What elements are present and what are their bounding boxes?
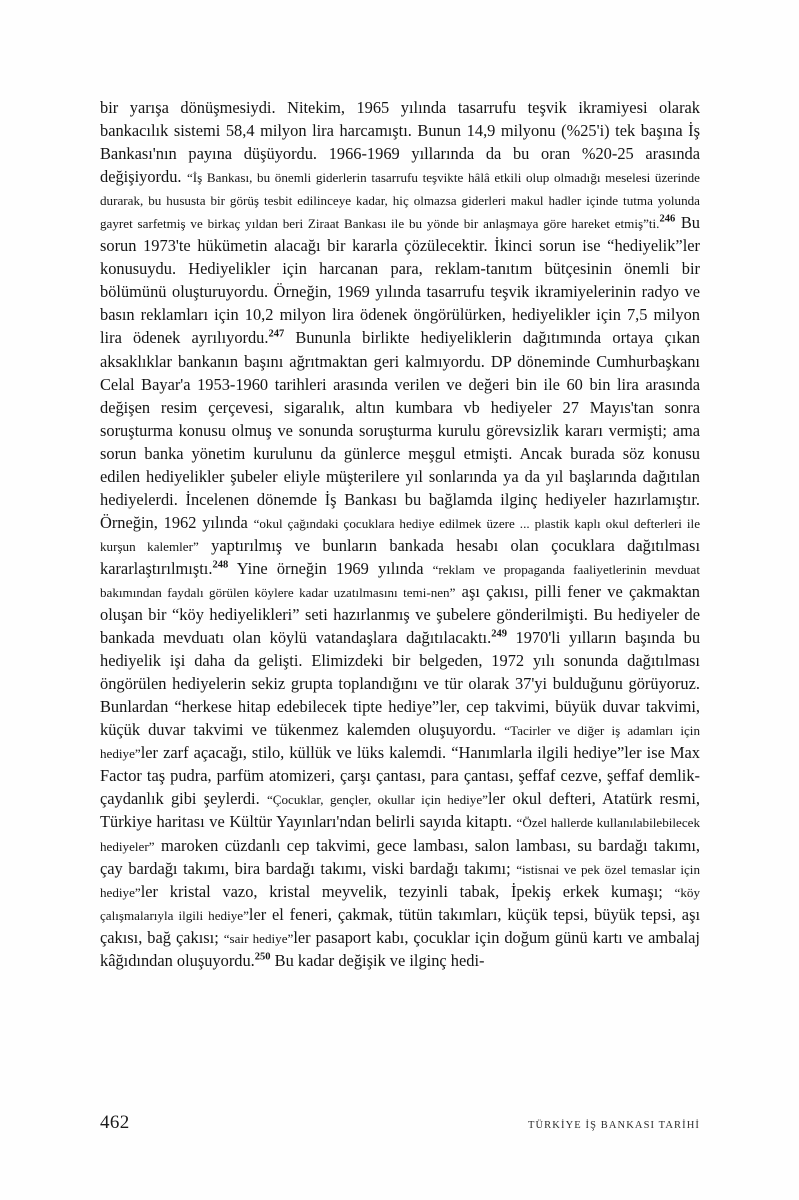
- inline-quotation: “okul çağındaki çocuklara hediye edilmek üzere ... plastik kaplı okul defterleri ile kurşun kalemler”: [100, 515, 701, 554]
- inline-quotation: “köy çalışmalarıyla ilgili hediye”: [100, 884, 700, 923]
- text-segment: yaptırılmış ve bunların bankada hesabı olan çocuklara dağıtılması kararlaştırılmıştı.: [100, 535, 700, 578]
- running-head: TÜRKİYE İŞ BANKASI TARİHİ: [527, 1120, 700, 1131]
- text-segment: Bununla birlikte hediyeliklerin dağıtımında ortaya çıkan aksaklıklar bankanın başını ağrıtmaktan geri kalmıyordu. DP döneminde Cumhurbaşkanı Celal Bayar'a 1953-1960 tarihleri arasında verilen ve değeri bin ile 60 bin lira arasında değişen resim çerçevesi, sigaralık, altın kumbara vb hediyeler 27 Mayıs'tan sonra soruşturma konusu olmuş ve sonunda soruşturma kurulu görevsizlik kararı vermişti; ama sorun banka yönetim kurulunu da günlerce meşgul etmişti. Ancak burada söz konusu edilen hediyelikler şubeler eliyle müşterilere yıl sonlarında ya da yıl başlarında dağıtılan hediyelerdi. İncelenen dönemde İş Bankası bu bağlamda ilginç hediyeler hazırlamıştır. Örneğin, 1962 yılında: [100, 328, 701, 532]
- text-segment: bir yarışa dönüşmesiydi. Nitekim, 1965 yılında tasarrufu teşvik ikramiyesi olarak bankacılık sistemi 58,4 milyon lira harcamıştı. Bunun 14,9 milyonu (%25'i) tek başına İş Bankası'nın payına düşüyordu. 1966-1969 yıllarında da bu oran %20-25 arasında değişiyordu.: [100, 98, 700, 187]
- inline-quotation: “İş Bankası, bu önemli giderlerin tasarrufu teşvikte hâlâ etkili olup olmadığı meselesi üzerinde durarak, bu hususta bir görüş tesbit edilinceye kadar, hiç olmazsa giderleri makul hadler içinde tutma yolunda gayret sarfetmiş ve birkaç yıldan beri Ziraat Bankası ile bu yönde bir anlaşmaya göre hareket etmiş”ti.: [100, 170, 700, 232]
- inline-quotation: “Çocuklar, gençler, okullar için hediye”: [266, 792, 488, 808]
- body-paragraph: [100, 96, 700, 972]
- text-segment: 1970'li yılların başında bu hediyelik işi daha da gelişti. Elimizdeki bir belgeden, 1972 yılı sonunda dağıtılması öngörülen hediyelerin sekiz grupta toplandığını ve tür olarak 37'yi bulduğunu görüyoruz. Bunlardan “herkese hitap edebilecek tipte hediye”ler, cep takvimi, büyük duvar takvimi, küçük duvar takvimi ve tükenmez kalemden oluşuyordu.: [100, 628, 701, 740]
- footnote-marker: 247: [268, 329, 285, 340]
- text-segment: ler pasaport kabı, çocuklar için doğum günü kartı ve ambalaj kâğıdından oluşuyordu.: [100, 927, 700, 970]
- text-segment: maroken cüzdanlı cep takvimi, gece lambası, salon lambası, su bardağı takımı, çay bardağı takımı, bira bardağı takımı, viski bardağı takımı;: [100, 835, 700, 878]
- text-segment: aşı çakısı, pilli fener ve çakmaktan oluşan bir “köy hediyelikleri” seti hazırlanmış ve şubelere gönderilmişti. Bu hediyeler de bankada mevduatı olan köylü vatandaşlara dağıtılacaktı.: [100, 581, 700, 648]
- page-number: 462: [100, 1112, 130, 1133]
- inline-quotation: “reklam ve propaganda faaliyetlerinin mevduat bakımından faydalı görülen köylere kadar uzatılmasını temi-nen”: [100, 561, 700, 600]
- footnote-marker: 248: [212, 559, 229, 571]
- footnote-marker: 249: [491, 628, 507, 640]
- inline-quotation: “Özel hallerde kullanılabilebilecek hediyeler”: [100, 815, 700, 854]
- inline-quotation: “istisnai ve pek özel temaslar için hediye”: [100, 861, 700, 900]
- inline-quotation: “sair hediye”: [223, 930, 294, 946]
- text-segment: ler zarf açacağı, stilo, küllük ve lüks kalemdi. “Hanımlarla ilgili hediye”ler ise Max Factor taş pudra, parfüm atomizeri, çarşı çantası, para çantası, şeffaf cezve, şeffaf demlik-çaydanlık gibi şeylerdi.: [100, 743, 700, 809]
- page-body-text: [100, 96, 700, 972]
- text-segment: ler okul defteri, Atatürk resmi, Türkiye haritası ve Kültür Yayınları'ndan belirli sayıda kitaptı.: [100, 789, 700, 832]
- text-segment: ler el feneri, çakmak, tütün takımları, küçük tepsi, büyük tepsi, aşı çakısı, bağ çakısı;: [100, 904, 700, 947]
- text-segment: ler kristal vazo, kristal meyvelik, tezyinli tabak, İpekiş erkek kumaşı;: [140, 881, 675, 901]
- page-footer: [100, 1112, 700, 1134]
- footnote-marker: 250: [254, 951, 271, 963]
- footnote-marker: 246: [659, 213, 676, 225]
- text-segment: Yine örneğin 1969 yılında: [228, 558, 433, 578]
- text-segment: Bu kadar değişik ve ilginç hedi-: [270, 950, 485, 970]
- text-segment: Bu sorun 1973'te hükümetin alacağı bir kararla çözülecektir. İkinci sorun ise “hediyelik”ler konusuydu. Hediyelikler için harcanan para, reklam-tanıtım bütçesinin önemli bir bölümünü oluşturuyordu. Örneğin, 1969 yılında tasarrufu teşvik ikramiyelerinin radyo ve basın reklamları için 10,2 milyon lira ödenek öngörülürken, hediyelikler için 7,5 milyon lira ödenek ayrılıyordu.: [100, 213, 700, 348]
- inline-quotation: “Tacirler ve diğer iş adamları için hediye”: [100, 723, 700, 762]
